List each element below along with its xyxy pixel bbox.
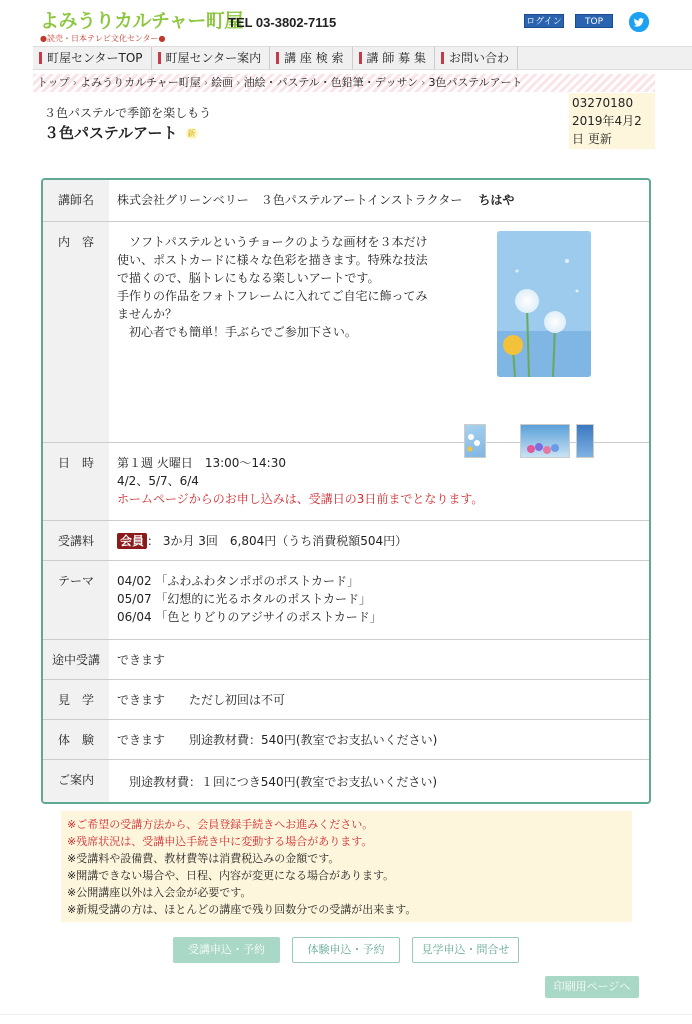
label-content: 内 容 <box>43 222 109 442</box>
theme-line: 05/07 「幻想的に光るホタルのポストカード」 <box>117 592 372 606</box>
notice-line: ※公開講座以外は入会金が必要です。 <box>67 886 252 899</box>
phone-number: TEL 03-3802-7115 <box>228 15 337 30</box>
course-main-image <box>497 231 591 377</box>
breadcrumb-sep: › <box>236 76 241 89</box>
breadcrumb-category[interactable]: 絵画 <box>211 76 234 89</box>
notice-line: ※受講料や設備費、教材費等は消費税込みの金額です。 <box>67 852 340 865</box>
course-subtitle: ３色パステルで季節を楽しもう <box>44 106 212 120</box>
theme-line: 06/04 「色とりどりのアジサイのポストカード」 <box>117 610 382 624</box>
content-line: 手作りの作品をフォトフレームに入れてご自宅に飾ってみ <box>117 289 428 303</box>
row-instructor <box>43 180 649 222</box>
breadcrumb-sep: › <box>72 76 78 89</box>
row-content <box>43 222 649 443</box>
label-guide: ご案内 <box>43 760 109 804</box>
value-content <box>117 233 479 341</box>
instructor-company: 株式会社グリーンベリー ３色パステルアートインストラクター <box>117 193 463 207</box>
member-badge: 会員 <box>117 533 147 549</box>
course-detail-table <box>41 178 651 804</box>
content-line: で描くので、脳トレにもなる楽しいアートです。 <box>117 271 380 285</box>
row-schedule <box>43 443 649 521</box>
logo-main-text: よみうりカルチャー町屋 <box>40 10 243 32</box>
nav-item-course-search[interactable]: 講 座 検 索 <box>270 47 352 69</box>
notice-line: ※ご希望の受講方法から、会員登録手続きへお進みください。 <box>67 818 374 831</box>
row-guide <box>43 760 649 804</box>
label-schedule: 日 時 <box>43 443 109 520</box>
breadcrumb-top[interactable]: トップ <box>37 76 70 89</box>
new-badge: 新 <box>187 129 196 138</box>
nav-item-instructor-recruit[interactable]: 講 師 募 集 <box>353 47 435 69</box>
label-observe: 見 学 <box>43 680 109 719</box>
value-midway: できます <box>117 653 166 667</box>
value-schedule <box>117 454 643 508</box>
trial-apply-button[interactable]: 体験申込・予約 <box>292 937 400 963</box>
pastel-art-image <box>497 231 591 377</box>
course-title: ３色パステルアート <box>44 124 178 142</box>
nav-item-center-guide[interactable]: 町屋センター案内 <box>152 47 271 69</box>
nav-item-center-top[interactable]: 町屋センターTOP <box>33 47 152 69</box>
footer-strip <box>0 1014 692 1024</box>
twitter-bird-icon <box>629 12 649 32</box>
observe-apply-button[interactable]: 見学申込・問合せ <box>412 937 519 963</box>
value-fee <box>117 532 643 550</box>
breadcrumb <box>33 74 655 92</box>
schedule-dates: 4/2、5/7、6/4 <box>117 474 199 488</box>
content-line: 初心者でも簡単！手ぶらでご参加下さい。 <box>117 325 357 339</box>
value-theme <box>117 572 643 626</box>
breadcrumb-sep: › <box>421 76 426 89</box>
instructor-name: ちはや <box>478 193 515 207</box>
print-page-button[interactable]: 印刷用ページへ <box>545 976 639 998</box>
breadcrumb-sep: › <box>203 76 209 89</box>
updated-date: 2019年4月2 <box>572 114 642 128</box>
course-info-box <box>569 93 655 149</box>
content-line: ませんか？ <box>117 307 178 321</box>
login-button[interactable]: ログイン <box>524 14 564 28</box>
notice-line: ※開講できない場合や、日程、内容が変更になる場合があります。 <box>67 869 395 882</box>
content-line: ソフトパステルというチョークのような画材を３本だけ <box>117 235 428 249</box>
breadcrumb-center[interactable]: よみうりカルチャー町屋 <box>80 76 201 89</box>
breadcrumb-current: 3色パステルアート <box>428 76 523 89</box>
page-title <box>44 122 198 143</box>
notice-line: ※新規受講の方は、ほとんどの講座で残り回数分での受講が出来ます。 <box>67 903 417 916</box>
course-code: 03270180 <box>572 96 634 110</box>
nav-item-contact[interactable]: お問い合わ <box>435 47 518 69</box>
site-header <box>0 0 692 44</box>
schedule-day-time: 第１週 火曜日 13:00～14:30 <box>117 456 286 470</box>
row-fee <box>43 521 649 561</box>
fee-amount: ： 3か月 3回 6,804円（うち消費税額504円） <box>147 534 408 548</box>
top-button[interactable]: TOP <box>575 14 613 28</box>
row-trial <box>43 720 649 760</box>
notice-box <box>61 811 632 922</box>
apply-button[interactable]: 受講申込・予約 <box>173 937 280 963</box>
main-nav <box>33 46 692 70</box>
updated-label: 日 更新 <box>572 132 612 146</box>
row-midway <box>43 640 649 680</box>
label-theme: テーマ <box>43 561 109 639</box>
value-trial: できます 別途教材費：540円(教室でお支払いください) <box>117 733 438 747</box>
site-logo[interactable] <box>40 6 243 44</box>
logo-sub-text: ●読売・日本テレビ文化センター● <box>40 34 166 43</box>
label-trial: 体 験 <box>43 720 109 759</box>
value-instructor <box>117 191 643 209</box>
label-instructor: 講師名 <box>43 180 109 221</box>
notice-line: ※残席状況は、受講申込手続き中に変動する場合があります。 <box>67 835 373 848</box>
value-observe: できます ただし初回は不可 <box>117 693 286 707</box>
schedule-note: ホームページからのお申し込みは、受講日の3日前までとなります。 <box>117 492 484 506</box>
content-line: 使い、ポストカードに様々な色彩を描きます。特殊な技法 <box>117 253 428 267</box>
theme-line: 04/02 「ふわふわタンポポのポストカード」 <box>117 574 360 588</box>
twitter-icon[interactable] <box>629 12 649 32</box>
row-theme <box>43 561 649 640</box>
breadcrumb-subcategory[interactable]: 油絵・パステル・色鉛筆・デッサン <box>243 76 419 89</box>
label-midway: 途中受講 <box>43 640 109 679</box>
label-fee: 受講料 <box>43 521 109 560</box>
value-guide: 別途教材費：１回につき540円(教室でお支払いください) <box>129 775 438 789</box>
row-observe <box>43 680 649 720</box>
